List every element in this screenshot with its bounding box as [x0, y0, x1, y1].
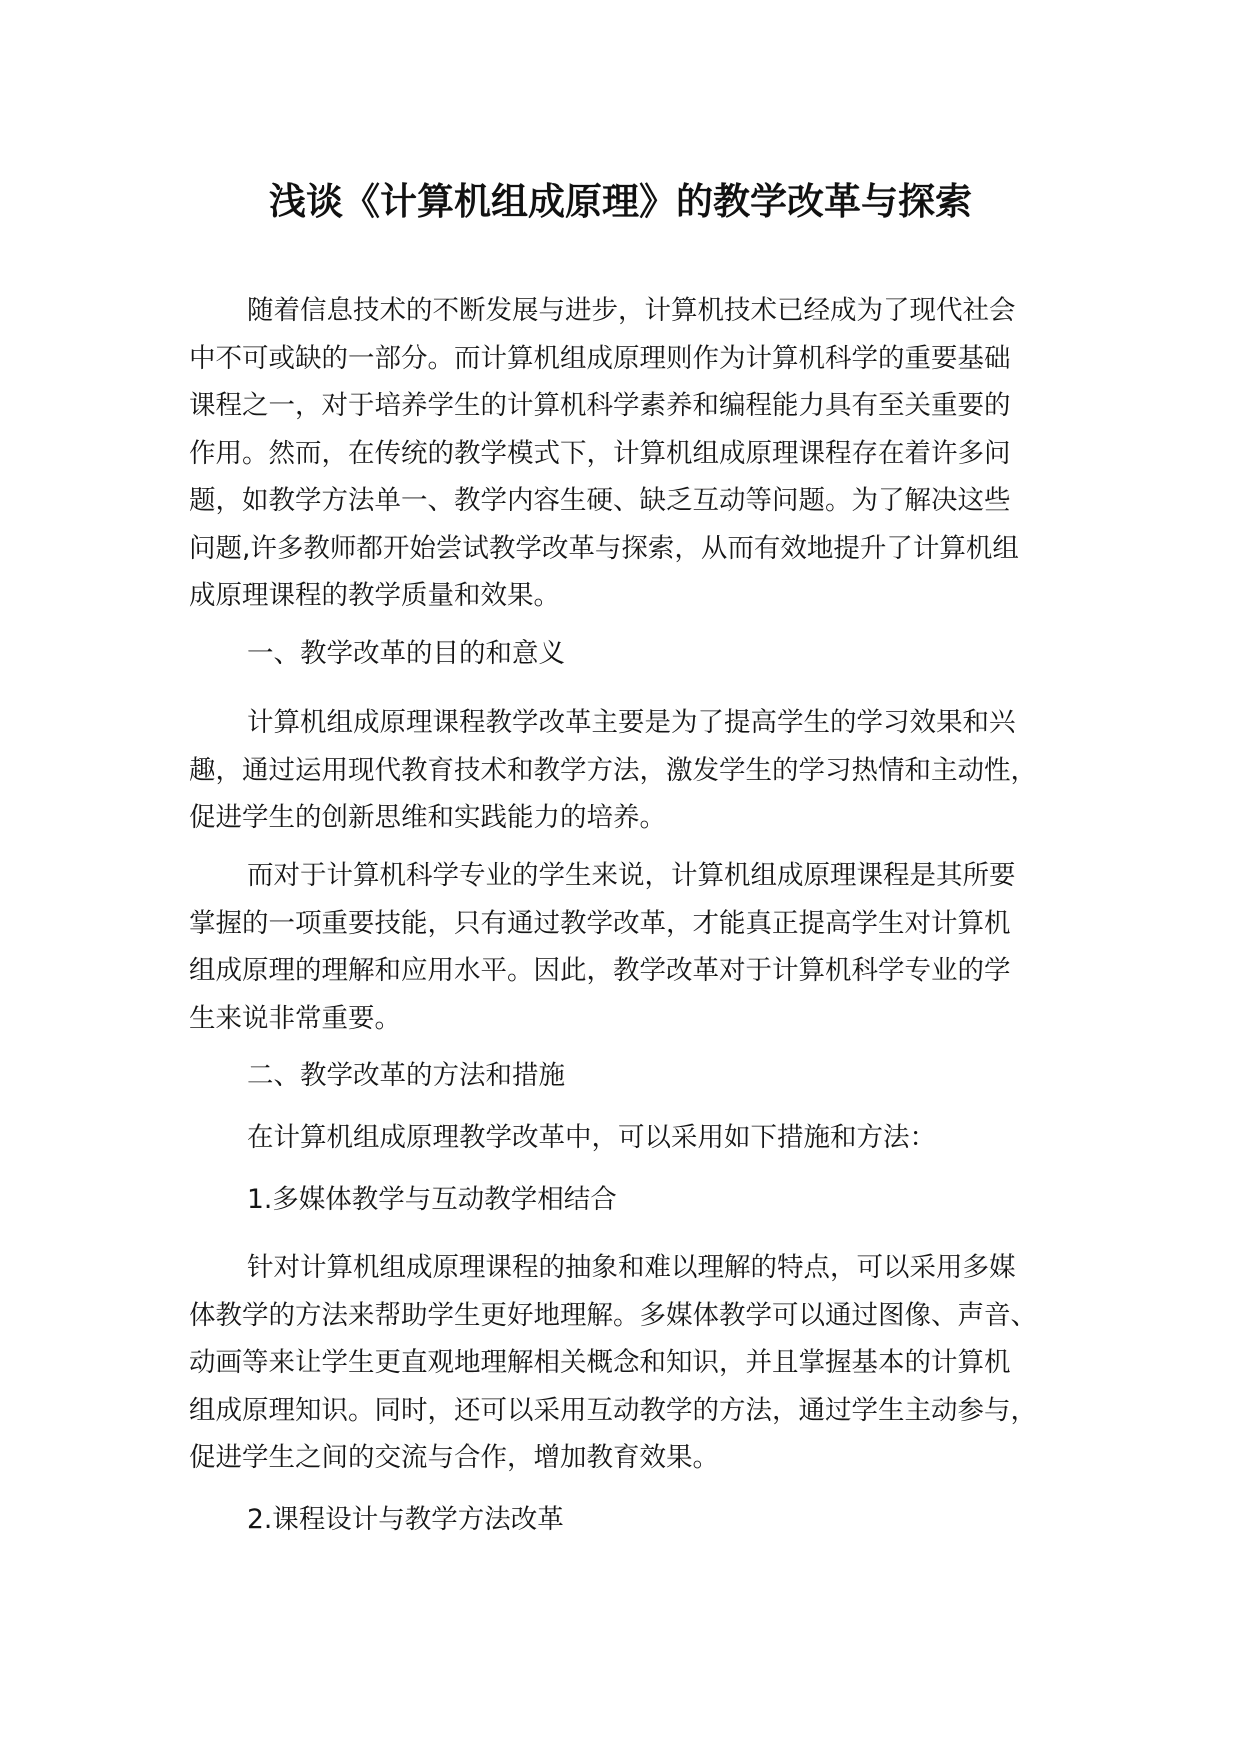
document-title: 浅谈《计算机组成原理》的教学改革与探索 [269, 180, 972, 223]
paragraph-line: 中不可或缺的一部分。而计算机组成原理则作为计算机科学的重要基础 [189, 342, 1011, 374]
heading-line: 一、教学改革的目的和意义 [247, 638, 565, 669]
paragraph-measures-intro [189, 1114, 936, 1162]
paragraph-line: 促进学生的创新思维和实践能力的培养。 [189, 802, 666, 833]
paragraph-importance [189, 852, 1016, 1042]
paragraph-line: 在计算机组成原理教学改革中，可以采用如下措施和方法： [247, 1122, 936, 1153]
paragraph-line: 掌握的一项重要技能，只有通过教学改革，才能真正提高学生对计算机 [189, 907, 1011, 939]
paragraph-line: 体教学的方法来帮助学生更好地理解。多媒体教学可以通过图像、声音、 [189, 1299, 1037, 1331]
paragraph-intro [189, 287, 1019, 620]
heading-line: 二、教学改革的方法和措施 [247, 1060, 565, 1091]
paragraph-line: 组成原理的理解和应用水平。因此，教学改革对于计算机科学专业的学 [189, 955, 1011, 986]
paragraph-line: 动画等来让学生更直观地理解相关概念和知识，并且掌握基本的计算机 [189, 1347, 1011, 1378]
paragraph-line: 问题,许多教师都开始尝试教学改革与探索，从而有效地提升了计算机组 [189, 532, 1019, 564]
paragraph-line: 作用。然而，在传统的教学模式下，计算机组成原理课程存在着许多问 [189, 437, 1011, 469]
paragraph-multimedia [189, 1244, 1037, 1482]
heading-line: 1.多媒体教学与互动教学相结合 [247, 1184, 617, 1215]
paragraph-line: 成原理课程的教学质量和效果。 [189, 580, 560, 611]
paragraph-line: 随着信息技术的不断发展与进步，计算机技术已经成为了现代社会 [247, 295, 1016, 326]
paragraph-line: 计算机组成原理课程教学改革主要是为了提高学生的学习效果和兴 [247, 707, 1016, 738]
subheading-2 [189, 1496, 564, 1544]
paragraph-line: 促进学生之间的交流与合作，增加教育效果。 [189, 1442, 719, 1473]
paragraph-line: 趣，通过运用现代教育技术和教学方法，激发学生的学习热情和主动性， [189, 754, 1037, 786]
paragraph-line: 针对计算机组成原理课程的抽象和难以理解的特点，可以采用多媒 [247, 1252, 1016, 1283]
paragraph-line: 题，如教学方法单一、教学内容生硬、缺乏互动等问题。为了解决这些 [189, 485, 1011, 516]
heading-line: 2.课程设计与教学方法改革 [247, 1504, 564, 1535]
paragraph-line: 而对于计算机科学专业的学生来说，计算机组成原理课程是其所要 [247, 860, 1016, 891]
paragraph-line: 组成原理知识。同时，还可以采用互动教学的方法，通过学生主动参与， [189, 1394, 1037, 1426]
paragraph-purpose [189, 699, 1037, 842]
section-heading-1 [189, 630, 565, 678]
paragraph-line: 生来说非常重要。 [189, 1002, 401, 1034]
subheading-1 [189, 1176, 617, 1224]
section-heading-2 [189, 1052, 565, 1100]
paragraph-line: 课程之一，对于培养学生的计算机科学素养和编程能力具有至关重要的 [189, 390, 1011, 421]
